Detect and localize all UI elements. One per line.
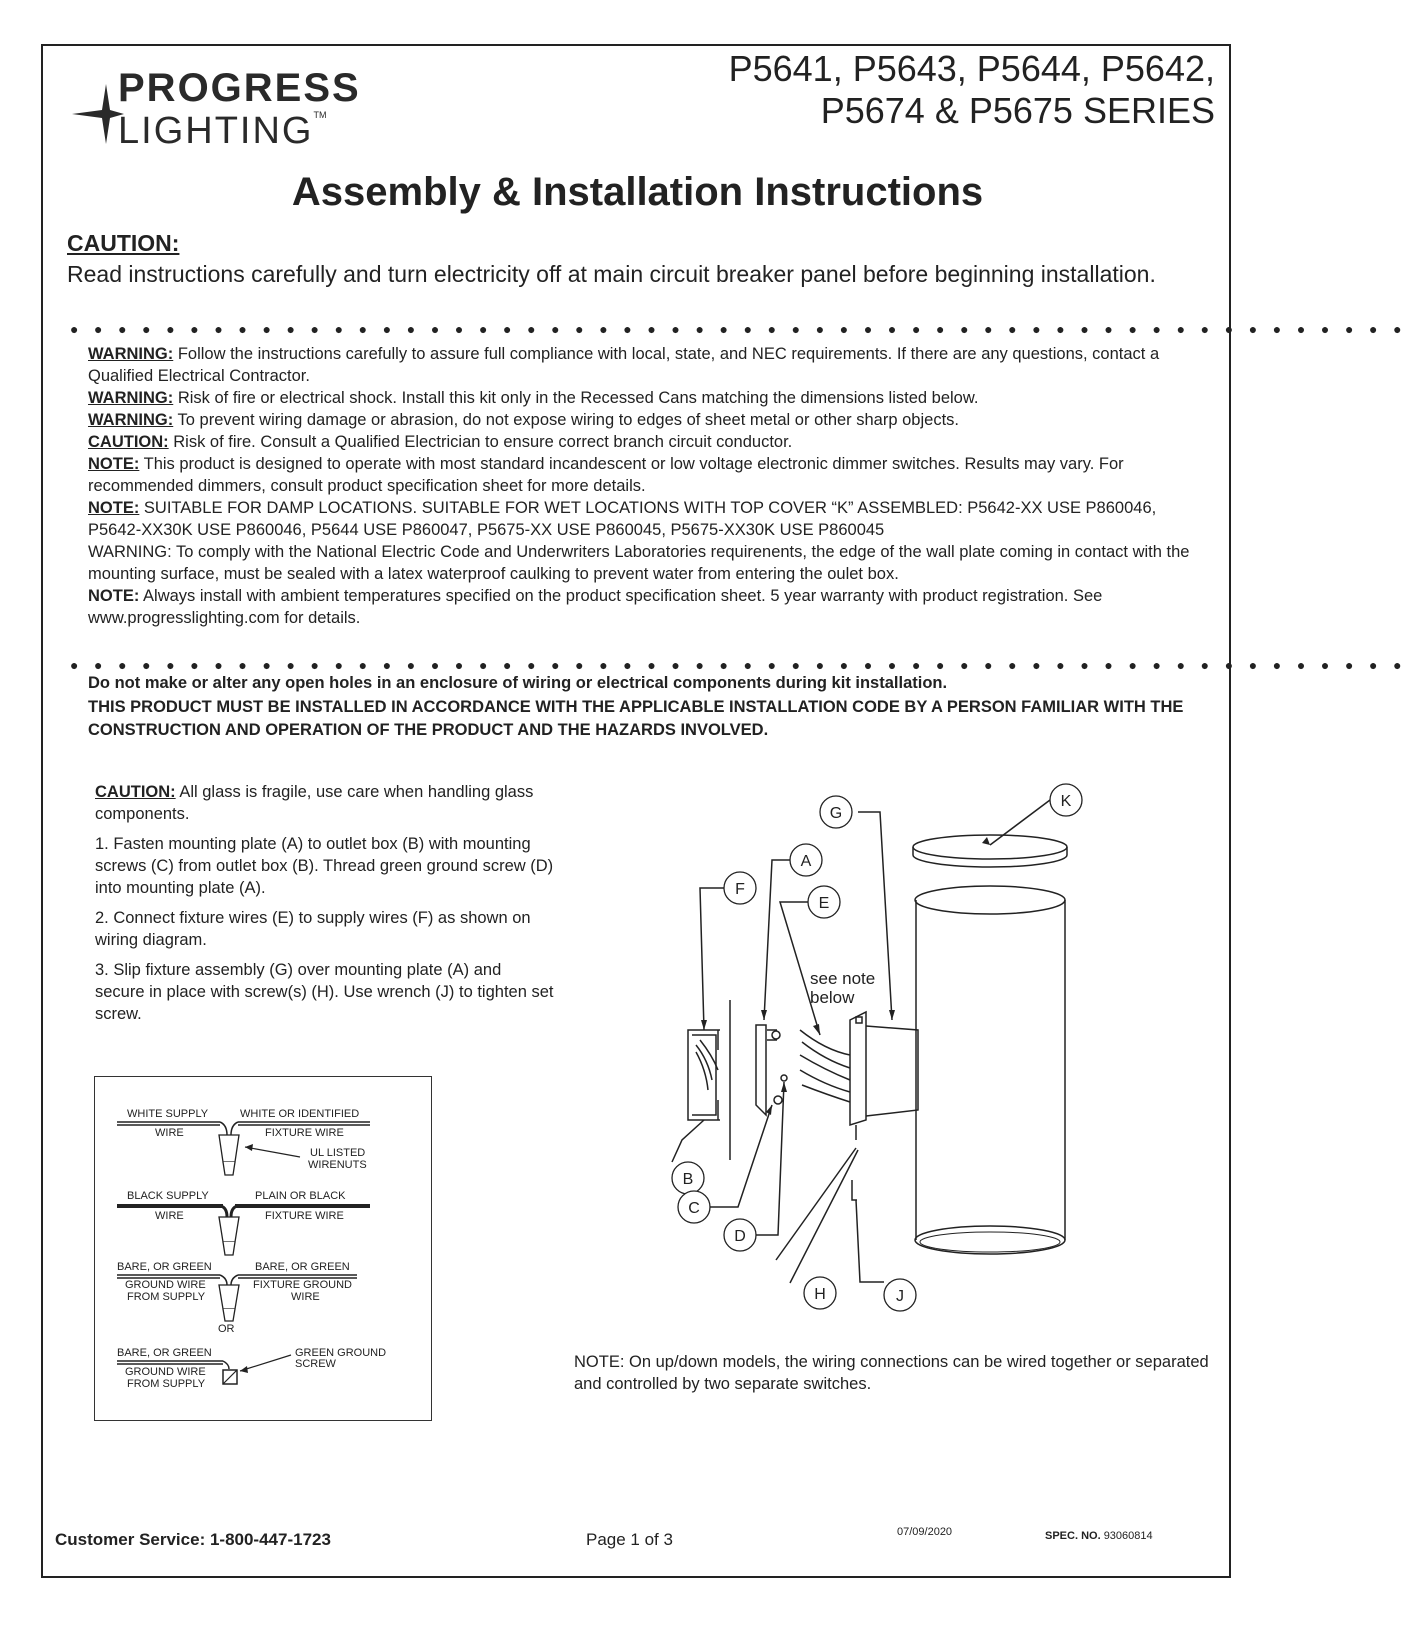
installation-notice xyxy=(88,672,1198,743)
wiring-diagram xyxy=(94,1076,432,1421)
trademark: TM xyxy=(313,110,327,120)
warning-item: NOTE: Always install with ambient temperatures specified on the product specification sheet. 5 year warranty with product registration. See www.progresslighting.com for details. xyxy=(88,587,1103,627)
step-1: 1. Fasten mounting plate (A) to outlet box (B) with mounting screws (C) from outlet box (B). Thread green ground screw (D) into mounting plate (A). xyxy=(95,835,554,897)
wire-label: WIRE xyxy=(155,1210,184,1222)
callout-k: K xyxy=(1060,793,1072,810)
step-3: 3. Slip fixture assembly (G) over mounting plate (A) and secure in place with screw(s) (H). Use wrench (J) to tighten set screw. xyxy=(95,961,554,1023)
mounting-screw-icon xyxy=(774,1096,782,1104)
wire-label: FROM SUPPLY xyxy=(127,1291,206,1303)
wire-label: WIRENUTS xyxy=(308,1159,367,1171)
callout-f: F xyxy=(735,881,745,898)
wire-label: WHITE OR IDENTIFIED xyxy=(240,1108,360,1120)
wire-label: BLACK SUPPLY xyxy=(127,1190,209,1202)
fixture-exploded-diagram xyxy=(660,780,1220,1340)
cylinder-top xyxy=(915,886,1065,914)
outlet-box xyxy=(688,1030,720,1120)
wirenut-icon xyxy=(219,1217,239,1242)
callout-b: B xyxy=(682,1171,694,1188)
wire-label: FIXTURE GROUND xyxy=(253,1279,352,1291)
assembly-steps xyxy=(95,781,555,1033)
page-number: Page 1 of 3 xyxy=(586,1530,673,1549)
callout-g: G xyxy=(829,805,843,822)
mounting-plate xyxy=(756,1025,766,1115)
wire-label: BARE, OR GREEN xyxy=(117,1347,212,1359)
customer-service: Customer Service: 1-800-447-1723 xyxy=(55,1530,331,1549)
series-line-2: P5674 & P5675 SERIES xyxy=(820,90,1215,131)
caution-text: Read instructions carefully and turn electricity off at main circuit breaker panel before beginning installation. xyxy=(67,261,1156,287)
wire-label: GROUND WIRE xyxy=(125,1366,206,1378)
wire-label: BARE, OR GREEN xyxy=(117,1261,212,1273)
page-title: Assembly & Installation Instructions xyxy=(291,170,984,214)
warning-item: WARNING: To prevent wiring damage or abrasion, do not expose wiring to edges of sheet metal or other sharp objects. xyxy=(88,411,959,429)
wire-label: SCREW xyxy=(295,1358,336,1370)
logo-word-lighting: LIGHTING™ xyxy=(118,110,327,152)
wire-label: FIXTURE WIRE xyxy=(265,1210,344,1222)
wire-label: UL LISTED xyxy=(310,1147,366,1159)
wire-label: WIRE xyxy=(155,1127,184,1139)
wirenut-icon xyxy=(219,1135,239,1162)
glass-caution: CAUTION: All glass is fragile, use care when handling glass components. xyxy=(95,783,534,823)
wire-label: OR xyxy=(218,1323,235,1335)
wire-label: WIRE xyxy=(291,1291,320,1303)
series-line-1: P5641, P5643, P5644, P5642, xyxy=(728,48,1215,89)
step-2: 2. Connect fixture wires (E) to supply wires (F) as shown on wiring diagram. xyxy=(95,909,531,949)
callout-h: H xyxy=(814,1286,826,1303)
callout-j: J xyxy=(896,1288,904,1305)
ground-screw-icon xyxy=(781,1075,787,1081)
callout-e: E xyxy=(818,895,830,912)
warning-item: NOTE: This product is designed to operate with most standard incandescent or low voltage electronic dimmer switches. Results may vary. For recommended dimmers, consult product specification sheet for more details. xyxy=(88,455,1124,495)
progress-lighting-logo xyxy=(70,66,410,156)
warning-item: NOTE: SUITABLE FOR DAMP LOCATIONS. SUITABLE FOR WET LOCATIONS WITH TOP COVER “K” ASSEMBLED: P5642-XX USE P860046, P5642-XX30K USE P860046, P5644 USE P860047, P5675-XX USE P860045, P5675-XX30K USE P860045 xyxy=(88,499,1157,539)
top-cover-k xyxy=(913,835,1067,859)
wire-label: GREEN GROUND xyxy=(295,1347,387,1359)
notice-line-1: Do not make or alter any open holes in an enclosure of wiring or electrical components during kit installation. xyxy=(88,674,948,692)
callout-a: A xyxy=(800,853,812,870)
dot-divider-bottom: ●●●●●●●●●●●●●●●●●●●●●●●●●●●●●●●●●●●●●●●●●●●●●●●●●●●●●●●● xyxy=(70,657,1417,673)
warning-item: WARNING: Risk of fire or electrical shock. Install this kit only in the Recessed Cans matching the dimensions listed below. xyxy=(88,389,979,407)
wire-label: GROUND WIRE xyxy=(125,1279,206,1291)
cylinder-bottom xyxy=(915,1226,1065,1254)
mounting-screw-icon xyxy=(772,1031,780,1039)
wirenut-icon xyxy=(219,1285,239,1309)
wire-label: FIXTURE WIRE xyxy=(265,1127,344,1139)
wire-label: WHITE SUPPLY xyxy=(127,1108,209,1120)
warnings-list xyxy=(88,343,1198,629)
wire-label: BARE, OR GREEN xyxy=(255,1261,350,1273)
spec-number: SPEC. NO. 93060814 xyxy=(1045,1530,1153,1542)
warning-item: CAUTION: Risk of fire. Consult a Qualified Electrician to ensure correct branch circuit conductor. xyxy=(88,433,793,451)
callout-d: D xyxy=(734,1228,746,1245)
see-note-line-2: below xyxy=(810,988,855,1007)
up-down-note: NOTE: On up/down models, the wiring connections can be wired together or separated and controlled by two separate switches. xyxy=(574,1353,1209,1393)
see-note-line-1: see note xyxy=(810,969,876,988)
wire-label: PLAIN OR BLACK xyxy=(255,1190,346,1202)
fixture-arm xyxy=(866,1026,918,1116)
wiring-diagram-svg xyxy=(95,1077,430,1419)
warning-item: WARNING: To comply with the National Electric Code and Underwriters Laboratories requirenents, the edge of the wall plate coming in contact with the mounting surface, must be sealed with a latex waterproof caulking to prevent water from entering the oulet box. xyxy=(88,543,1190,583)
callout-c: C xyxy=(688,1200,700,1217)
document-date: 07/09/2020 xyxy=(897,1526,953,1538)
series-heading xyxy=(595,48,1215,132)
fixture-backplate xyxy=(850,1012,866,1125)
warning-item: WARNING: Follow the instructions carefully to assure full compliance with local, state, and NEC requirements. If there are any questions, contact a Qualified Electrical Contractor. xyxy=(88,345,1160,385)
caution-heading: CAUTION: xyxy=(67,230,180,256)
notice-line-2: THIS PRODUCT MUST BE INSTALLED IN ACCORDANCE WITH THE APPLICABLE INSTALLATION CODE BY A PERSON FAMILIAR WITH THE CONSTRUCTION AND OPERATION OF THE PRODUCT AND THE HAZARDS INVOLVED. xyxy=(88,697,1184,739)
wire-label: FROM SUPPLY xyxy=(127,1378,206,1390)
logo-word-progress: PROGRESS xyxy=(118,66,361,110)
dot-divider-top: ●●●●●●●●●●●●●●●●●●●●●●●●●●●●●●●●●●●●●●●●●●●●●●●●●●●●●●●● xyxy=(70,321,1417,337)
